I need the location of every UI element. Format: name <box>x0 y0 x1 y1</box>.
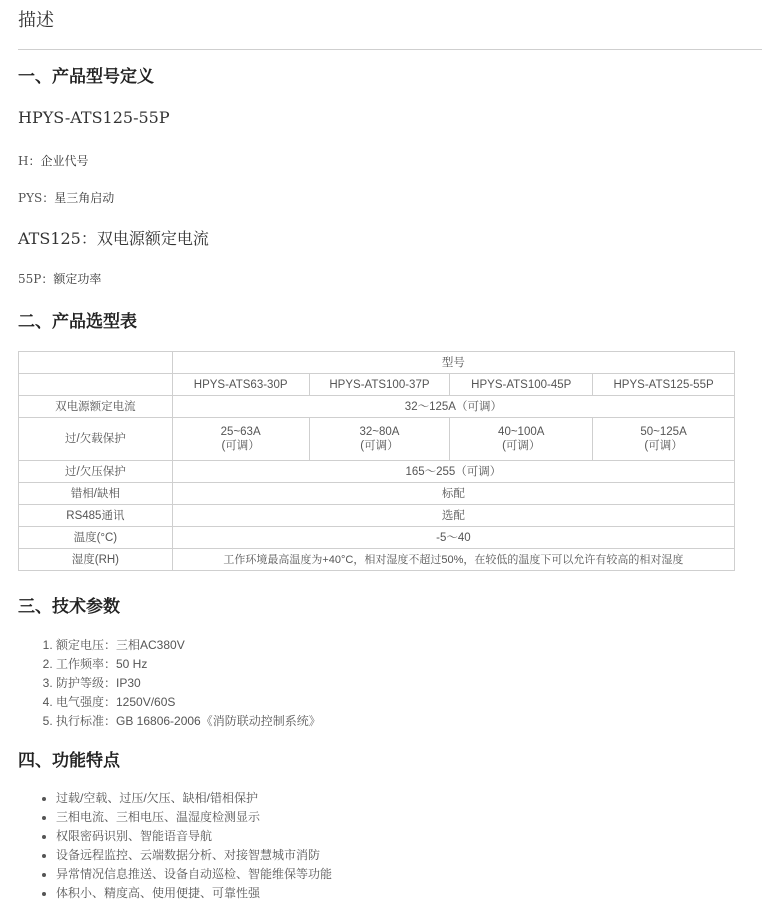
cell-line: (可调） <box>644 440 683 452</box>
list-item: • 过载/空载、过压/欠压、缺相/错相保护 <box>56 789 332 808</box>
table-row-label: 过/欠压保护 <box>19 461 173 483</box>
definition-ats <box>18 226 209 249</box>
table-cell-value <box>309 418 450 461</box>
list-item: 4. 电气强度：1250V/60S <box>56 693 321 712</box>
list-item: • 三相电流、三相电压、温湿度检测显示 <box>56 808 332 827</box>
table-row <box>19 527 735 549</box>
table-model-name: HPYS-ATS125-55P <box>593 374 735 396</box>
table-cell-value: 32～125A（可调） <box>172 396 734 418</box>
table-cell-empty <box>19 374 173 396</box>
definition-separator: ： <box>42 191 55 205</box>
table-row-label: 双电源额定电流 <box>19 396 173 418</box>
page-title: 描述 <box>18 10 54 31</box>
table-row <box>19 352 735 374</box>
cell-line: 32~80A <box>359 426 400 438</box>
table-cell-value: -5～40 <box>172 527 734 549</box>
table-row <box>19 483 735 505</box>
table-cell-value <box>172 418 309 461</box>
list-item: • 设备远程监控、云端数据分析、对接智慧城市消防 <box>56 846 332 865</box>
table-model-name: HPYS-ATS63-30P <box>172 374 309 396</box>
list-item: • 体积小、精度高、使用便捷、可靠性强 <box>56 884 332 903</box>
table-row <box>19 505 735 527</box>
list-item: 3. 防护等级：IP30 <box>56 674 321 693</box>
table-cell-empty <box>19 352 173 374</box>
cell-line: (可调） <box>360 440 399 452</box>
cell-line: (可调） <box>502 440 541 452</box>
model-code: HPYS-ATS125-55P <box>18 108 170 127</box>
list-item: 1. 额定电压：三相AC380V <box>56 636 321 655</box>
table-cell-value <box>593 418 735 461</box>
definition-separator: ： <box>41 272 54 286</box>
cell-line: (可调） <box>221 440 260 452</box>
table-model-name: HPYS-ATS100-37P <box>309 374 450 396</box>
list-item: 2. 工作频率：50 Hz <box>56 655 321 674</box>
table-header-model: 型号 <box>172 352 734 374</box>
selection-table <box>18 351 735 571</box>
definition-item-pys <box>18 189 114 206</box>
list-item: • 异常情况信息推送、设备自动巡检、智能维保等功能 <box>56 865 332 884</box>
section-heading-selection-table: 二、产品选型表 <box>18 312 137 332</box>
definition-item-h <box>18 152 89 169</box>
list-item: 5. 执行标准：GB 16806-2006《消防联动控制系统》 <box>56 712 321 731</box>
table-row-label: 错相/缺相 <box>19 483 173 505</box>
table-row-label: 过/欠载保护 <box>19 418 173 461</box>
section-heading-features: 四、功能特点 <box>18 751 120 771</box>
table-row-label: 湿度(RH) <box>19 549 173 571</box>
features-list <box>18 789 332 903</box>
definition-value: 星三角启动 <box>54 191 115 205</box>
table-model-name: HPYS-ATS100-45P <box>450 374 593 396</box>
table-row-label: 温度(°C) <box>19 527 173 549</box>
section-heading-model-definition: 一、产品型号定义 <box>18 67 154 87</box>
definition-ats-text: ATS125：双电源额定电流 <box>18 229 209 248</box>
definition-separator: ： <box>28 154 41 168</box>
definition-value: 企业代号 <box>40 154 89 168</box>
definition-key: PYS <box>18 191 43 205</box>
table-cell-value: 165～255（可调） <box>172 461 734 483</box>
section-heading-tech-params: 三、技术参数 <box>18 597 120 617</box>
table-cell-value: 选配 <box>172 505 734 527</box>
cell-line: 40~100A <box>498 426 545 438</box>
table-row <box>19 549 735 571</box>
definition-key: H <box>18 154 29 168</box>
cell-line: 50~125A <box>640 426 687 438</box>
tech-params-list <box>18 636 321 731</box>
table-row <box>19 396 735 418</box>
definition-value: 额定功率 <box>53 272 102 286</box>
table-cell-value: 标配 <box>172 483 734 505</box>
table-row <box>19 461 735 483</box>
list-item: • 权限密码识别、智能语音导航 <box>56 827 332 846</box>
definition-key: 55P <box>18 272 42 286</box>
title-divider <box>18 49 762 50</box>
table-cell-value: 工作环境最高温度为+40°C，相对湿度不超过50%，在较低的温度下可以允许有较高的相对湿度 <box>172 549 734 571</box>
table-row-label: RS485通讯 <box>19 505 173 527</box>
table-row <box>19 374 735 396</box>
table-cell-value <box>450 418 593 461</box>
cell-line: 25~63A <box>220 426 261 438</box>
table-row <box>19 418 735 461</box>
definition-item-55p <box>18 270 101 287</box>
